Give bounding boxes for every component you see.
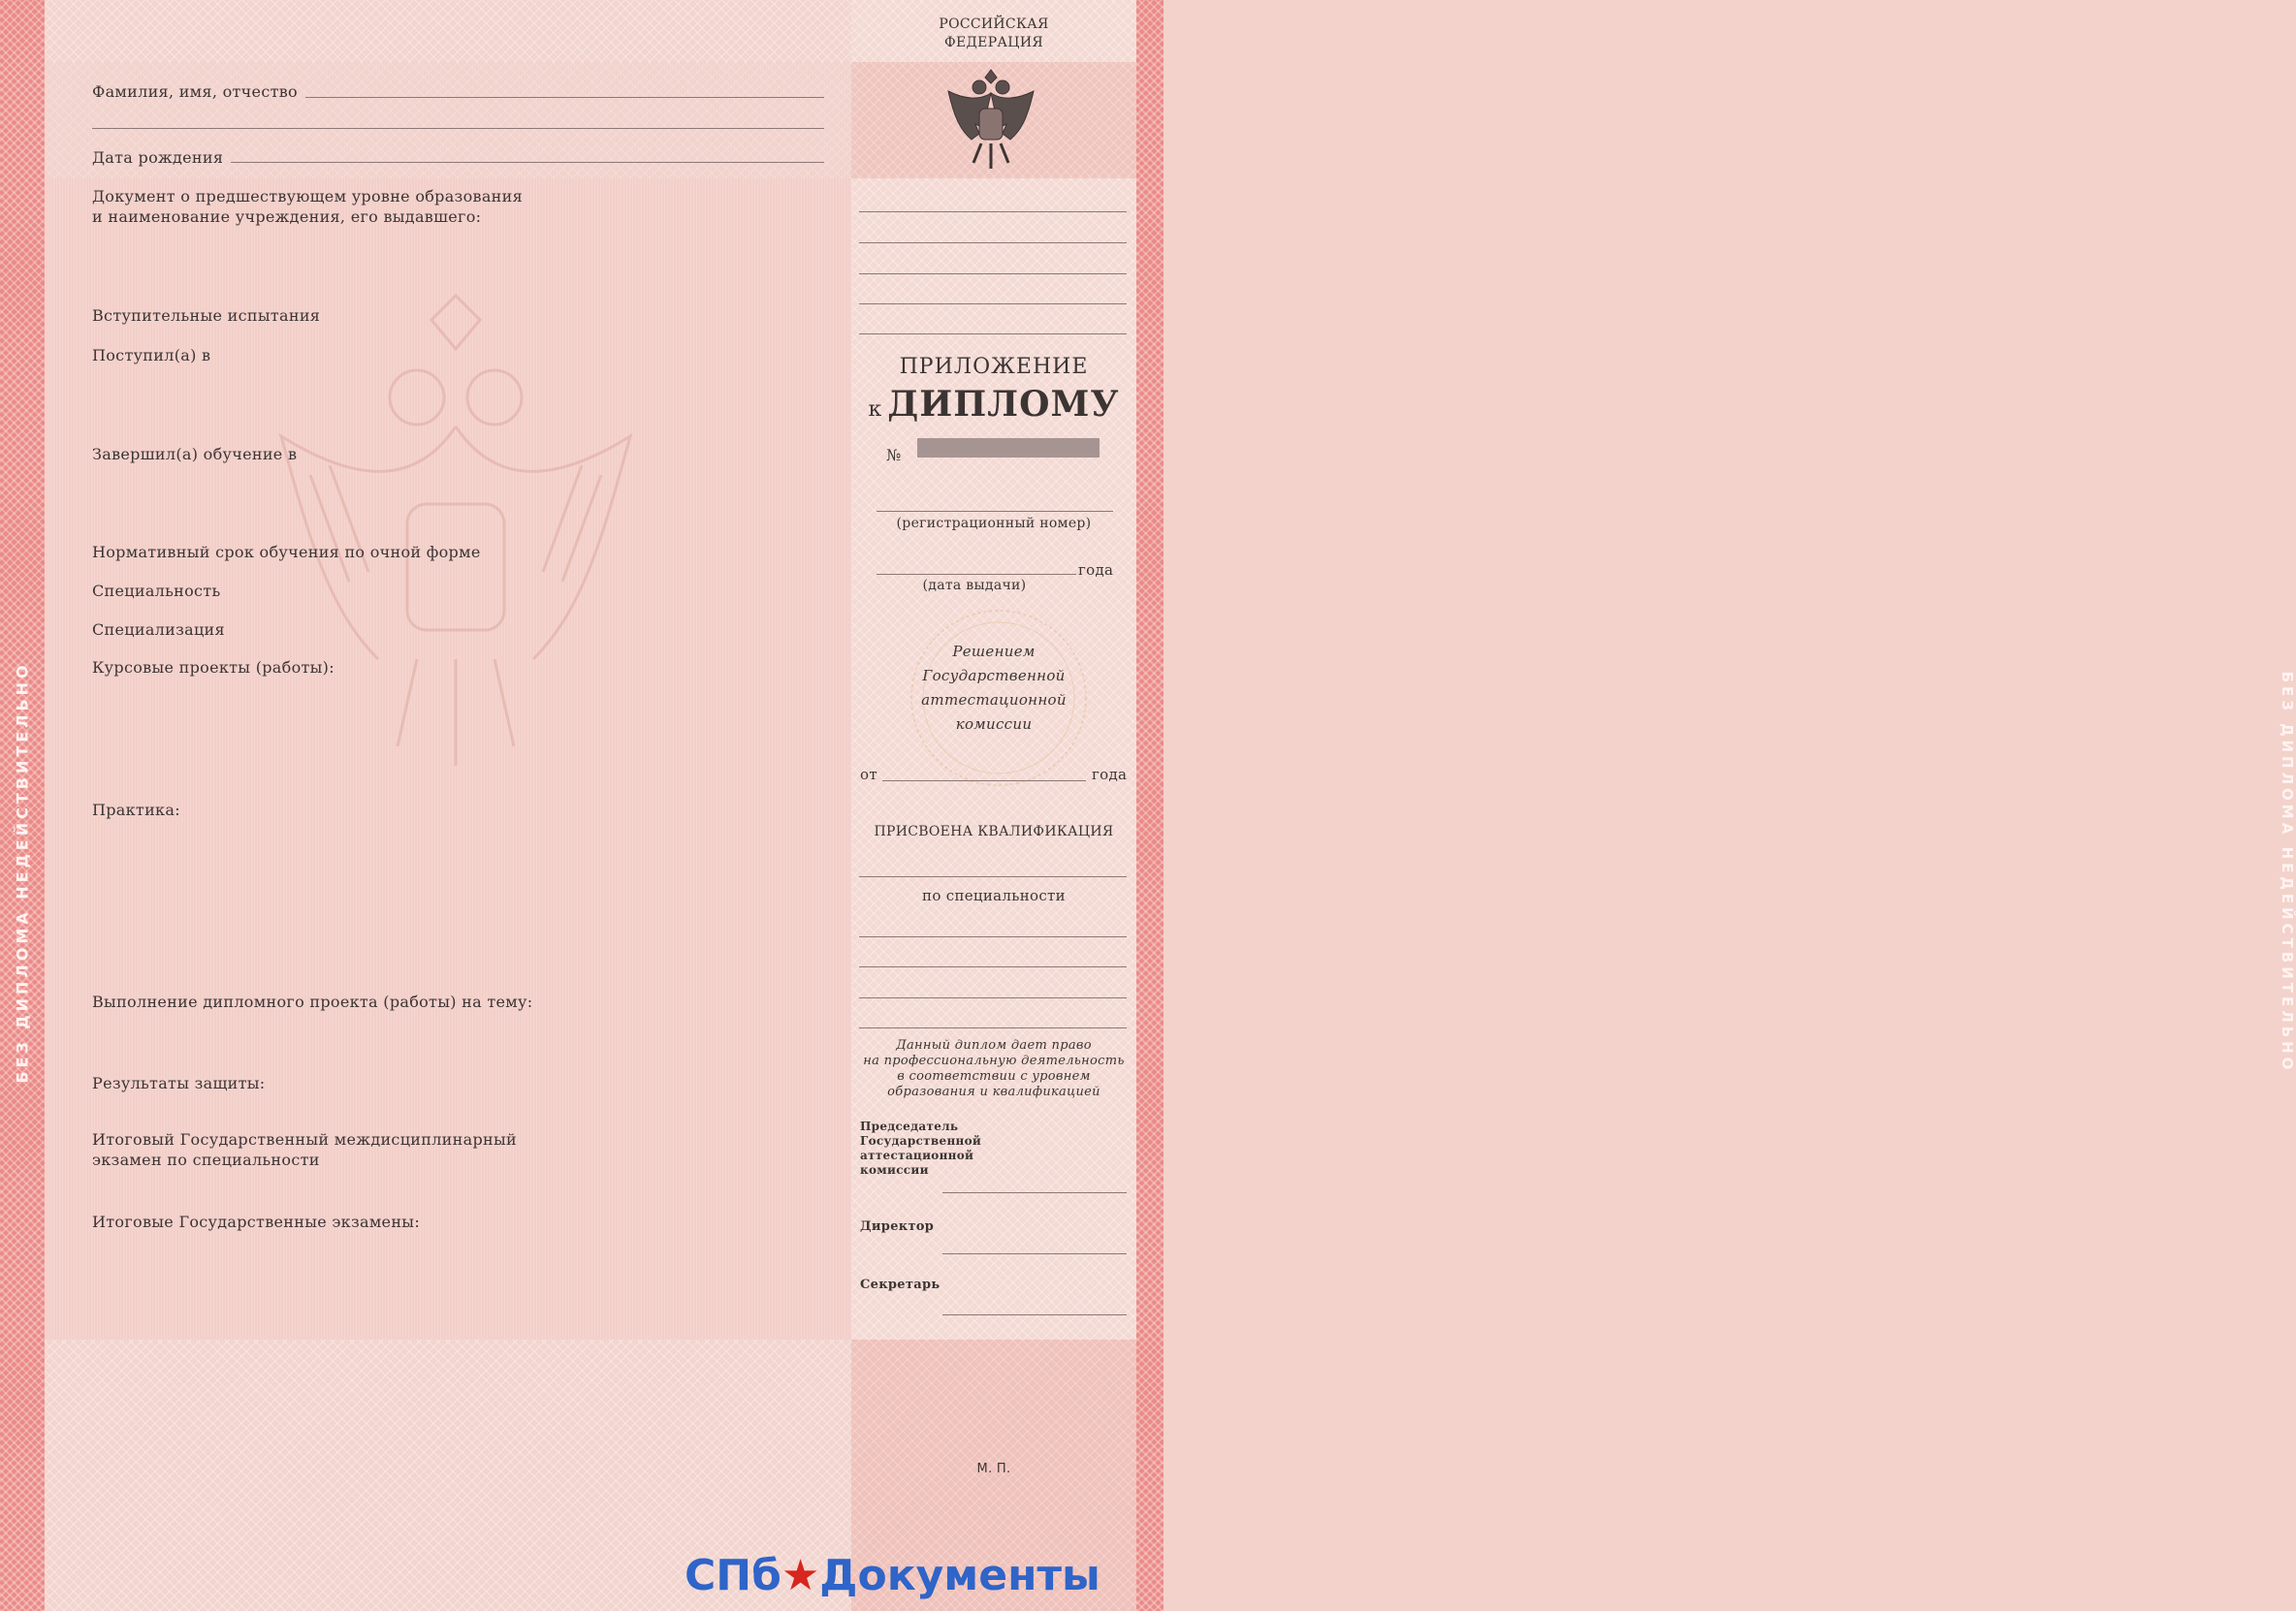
full-name-line-2[interactable] (92, 128, 824, 129)
sidebar-line-5[interactable] (859, 333, 1127, 334)
sidebar-line-1[interactable] (859, 211, 1127, 212)
director-signature-line[interactable] (942, 1253, 1127, 1254)
logo-part1: СПб (685, 1551, 781, 1600)
final-state-exams-label: Итоговые Государственные экзамены: (92, 1213, 421, 1231)
diploma-word: ДИПЛОМУ (887, 384, 1120, 425)
specialty-label: Специальность (92, 582, 221, 600)
decision-line2: Государственной (922, 667, 1066, 684)
admitted-label: Поступил(а) в (92, 346, 211, 364)
to-diploma-title (851, 384, 1136, 425)
logo-part2: Документы (819, 1551, 1100, 1600)
decision-line3: аттестационной (921, 691, 1067, 709)
full-name-label: Фамилия, имя, отчество (92, 82, 298, 101)
by-specialty-label: по специальности (922, 887, 1066, 904)
birth-date-label: Дата рождения (92, 148, 224, 167)
site-watermark-logo (685, 1551, 1100, 1600)
chairman-line2: Государственной (860, 1134, 982, 1148)
final-exam-label (92, 1129, 517, 1170)
chairman-line4: комиссии (860, 1163, 929, 1177)
chairman-label (860, 1120, 981, 1178)
final-exam-line1: Итоговый Государственный междисциплинарный (92, 1130, 517, 1149)
rights-line1: Данный диплом дает право (896, 1038, 1092, 1053)
reg-number-caption: (регистрационный номер) (896, 516, 1092, 531)
to-word: к (868, 397, 883, 422)
practice-label: Практика: (92, 801, 180, 819)
issue-date-caption: (дата выдачи) (922, 578, 1027, 593)
secretary-signature-line[interactable] (942, 1314, 1127, 1315)
right-security-border (1136, 0, 2296, 1611)
entrance-exams-label: Вступительные испытания (92, 306, 321, 325)
previous-document-line1: Документ о предшествующем уровне образования (92, 187, 523, 205)
rights-line4: образования и квалификацией (887, 1085, 1100, 1099)
full-name-line[interactable] (305, 97, 824, 98)
decision-line1: Решением (952, 643, 1036, 660)
decision-line4: комиссии (955, 715, 1033, 733)
chairman-signature-line[interactable] (942, 1192, 1127, 1193)
country-line2: ФЕДЕРАЦИЯ (944, 35, 1043, 50)
chairman-line1: Председатель (860, 1120, 959, 1133)
sidebar-line-4[interactable] (859, 303, 1127, 304)
reg-number-line[interactable] (877, 511, 1113, 512)
redacted-number (917, 438, 1100, 458)
sidebar-line-3[interactable] (859, 273, 1127, 274)
normative-term-label: Нормативный срок обучения по очной форме (92, 543, 481, 561)
right-border-text: БЕЗ ДИПЛОМА НЕДЕЙСТВИТЕЛЬНО (2279, 671, 2296, 1074)
from-label: от (860, 766, 877, 783)
rights-line3: в соответствии с уровнем (897, 1069, 1091, 1084)
previous-document-line2: и наименование учреждения, его выдавшего: (92, 207, 482, 226)
left-border-text: БЕЗ ДИПЛОМА НЕДЕЙСТВИТЕЛЬНО (13, 661, 32, 1084)
qualification-label: ПРИСВОЕНА КВАЛИФИКАЦИЯ (874, 824, 1114, 839)
coat-of-arms-icon (942, 66, 1039, 173)
diploma-project-label: Выполнение дипломного проекта (работы) на тему: (92, 993, 533, 1011)
star-icon: ★ (781, 1551, 820, 1600)
left-security-border (0, 0, 45, 1611)
rights-line2: на профессиональную деятельность (863, 1054, 1125, 1068)
specialty-line-4[interactable] (859, 1027, 1127, 1028)
decision-text (851, 640, 1136, 737)
header-band (45, 0, 851, 62)
specialty-line-3[interactable] (859, 997, 1127, 998)
director-label: Директор (860, 1219, 935, 1234)
completed-label: Завершил(а) обучение в (92, 445, 298, 463)
sidebar-line-2[interactable] (859, 242, 1127, 243)
number-sign: № (886, 446, 902, 464)
stamp-place: М. П. (976, 1462, 1011, 1476)
country-name (851, 16, 1136, 52)
issue-year-suffix: года (1078, 561, 1114, 579)
birth-date-line[interactable] (231, 162, 824, 163)
chairman-line3: аттестационной (860, 1149, 974, 1162)
country-line1: РОССИЙСКАЯ (939, 16, 1049, 32)
previous-document-label (92, 186, 523, 227)
issue-date-line[interactable] (877, 574, 1076, 575)
appendix-title: ПРИЛОЖЕНИЕ (899, 355, 1089, 379)
course-projects-label: Курсовые проекты (работы): (92, 658, 335, 677)
rights-text (851, 1038, 1136, 1100)
decision-year-suffix: года (1092, 766, 1128, 783)
defense-results-label: Результаты защиты: (92, 1074, 266, 1092)
specialization-label: Специализация (92, 620, 225, 639)
decision-date-line[interactable] (882, 780, 1086, 781)
secretary-label: Секретарь (860, 1278, 941, 1292)
qualification-line[interactable] (859, 876, 1127, 877)
final-exam-line2: экзамен по специальности (92, 1151, 320, 1169)
specialty-line-1[interactable] (859, 936, 1127, 937)
specialty-line-2[interactable] (859, 966, 1127, 967)
